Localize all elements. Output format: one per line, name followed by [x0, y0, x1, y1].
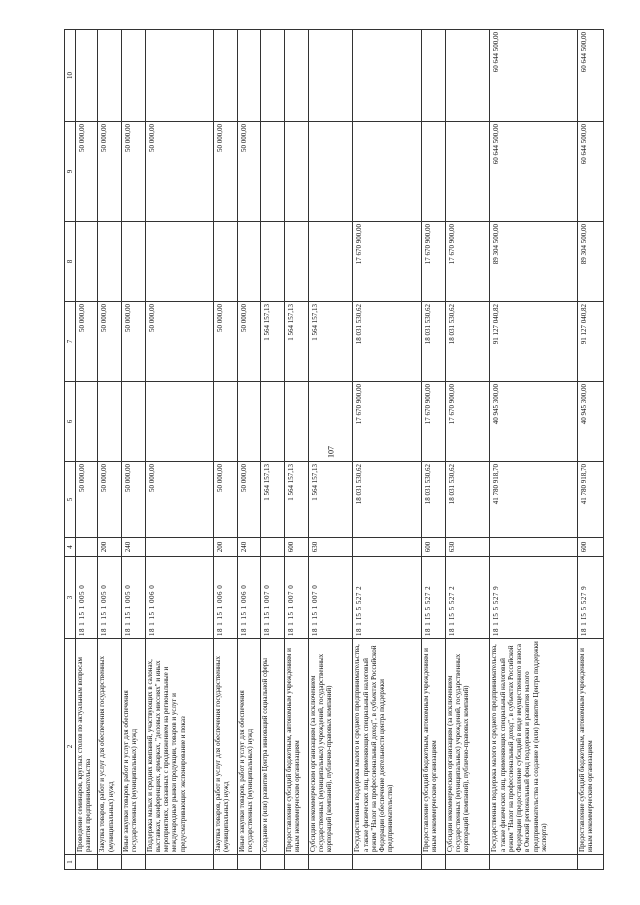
row-value-col10: [308, 30, 353, 122]
row-index-cell: [145, 855, 214, 870]
row-value-col7: 50 000,00: [98, 302, 122, 382]
row-value-col5: 41 780 918,70: [490, 462, 577, 538]
row-value-col7: 91 127 040,82: [490, 302, 577, 382]
row-code: 18 1 15 1 006 0: [214, 557, 238, 639]
row-value-col6: [145, 382, 214, 462]
row-expense-type: 600: [284, 538, 308, 557]
row-value-col9: 50 000,00: [122, 122, 146, 222]
column-header: 4: [65, 538, 76, 557]
column-header: 1: [65, 855, 76, 870]
row-index-cell: [214, 855, 238, 870]
row-value-col9: 60 644 500,00: [490, 122, 577, 222]
row-name: Предоставление субсидий бюджетным, автономным учреждениям и иным некоммерческим организациям: [284, 639, 308, 855]
row-value-col6: [122, 382, 146, 462]
row-name: Закупка товаров, работ и услуг для обеспечения государственных (муниципальных) нужд: [214, 639, 238, 855]
row-value-col6: [98, 382, 122, 462]
row-code: 18 1 15 1 007 0: [261, 557, 285, 639]
row-value-col6: [76, 382, 98, 462]
row-expense-type: [490, 538, 577, 557]
row-value-col10: [237, 30, 261, 122]
table-row: [308, 30, 353, 870]
row-value-col9: [445, 122, 490, 222]
row-index-cell: [76, 855, 98, 870]
row-expense-type: 240: [237, 538, 261, 557]
row-value-col6: 17 670 900,00: [445, 382, 490, 462]
row-index-cell: [122, 855, 146, 870]
row-index-cell: [284, 855, 308, 870]
row-expense-type: 200: [98, 538, 122, 557]
rotated-table-wrapper: [64, 30, 604, 870]
row-expense-type: [76, 538, 98, 557]
row-code: 18 1 I5 5 527 2: [445, 557, 490, 639]
row-value-col7: 50 000,00: [122, 302, 146, 382]
row-value-col7: 91 127 040,82: [577, 302, 603, 382]
table-body: [76, 30, 604, 870]
row-name: Закупка товаров, работ и услуг для обеспечения государственных (муниципальных) нужд: [98, 639, 122, 855]
row-value-col8: [98, 222, 122, 302]
row-value-col10: [284, 30, 308, 122]
row-value-col8: [122, 222, 146, 302]
row-value-col6: 17 670 900,00: [353, 382, 422, 462]
row-code: 18 1 15 1 007 0: [308, 557, 353, 639]
table-row: [122, 30, 146, 870]
row-index-cell: [490, 855, 577, 870]
row-value-col8: 17 670 900,00: [445, 222, 490, 302]
row-index-cell: [445, 855, 490, 870]
row-expense-type: 630: [445, 538, 490, 557]
row-value-col5: 18 031 530,62: [353, 462, 422, 538]
row-value-col9: 50 000,00: [214, 122, 238, 222]
row-value-col8: [76, 222, 98, 302]
page-number: 107: [326, 446, 336, 458]
row-code: 18 1 15 1 007 0: [284, 557, 308, 639]
row-expense-type: [261, 538, 285, 557]
row-value-col10: [98, 30, 122, 122]
row-value-col9: 50 000,00: [145, 122, 214, 222]
table-row: [145, 30, 214, 870]
row-value-col5: 18 031 530,62: [421, 462, 445, 538]
table-row: [98, 30, 122, 870]
row-value-col5: 41 780 918,70: [577, 462, 603, 538]
table-row: [445, 30, 490, 870]
row-name: Субсидии некоммерческим организациям (за исключением государственных (муниципальных) учреждений, государственных корпораций (компаний), публично-правовых компаний): [445, 639, 490, 855]
row-name: Проведение семинаров, круглых столов по актуальным вопросам развития предпринимательства: [76, 639, 98, 855]
row-value-col5: 50 000,00: [145, 462, 214, 538]
row-value-col5: 1 564 157,13: [261, 462, 285, 538]
row-value-col8: 89 304 500,00: [577, 222, 603, 302]
row-value-col8: 17 670 900,00: [421, 222, 445, 302]
row-value-col7: 50 000,00: [145, 302, 214, 382]
table-row: [353, 30, 422, 870]
row-value-col6: [261, 382, 285, 462]
row-code: 18 1 I5 5 527 9: [577, 557, 603, 639]
column-header: 2: [65, 639, 76, 855]
row-value-col6: 40 945 300,00: [490, 382, 577, 462]
row-value-col8: 17 670 900,00: [353, 222, 422, 302]
row-value-col7: 50 000,00: [214, 302, 238, 382]
row-code: 18 1 15 1 006 0: [145, 557, 214, 639]
column-header: 5: [65, 462, 76, 538]
row-value-col10: 60 644 500,00: [577, 30, 603, 122]
row-index-cell: [308, 855, 353, 870]
row-value-col9: [284, 122, 308, 222]
table-row: [577, 30, 603, 870]
row-value-col5: 50 000,00: [76, 462, 98, 538]
row-expense-type: 200: [214, 538, 238, 557]
column-header: 7: [65, 302, 76, 382]
row-name: Субсидии некоммерческим организациям (за исключением государственных (муниципальных) учреждений, государственных корпораций (компаний), публично-правовых компаний): [308, 639, 353, 855]
row-value-col5: 50 000,00: [214, 462, 238, 538]
row-value-col7: 18 031 530,62: [353, 302, 422, 382]
row-value-col7: 18 031 530,62: [421, 302, 445, 382]
row-expense-type: 600: [421, 538, 445, 557]
row-value-col10: [145, 30, 214, 122]
row-value-col9: [261, 122, 285, 222]
row-value-col8: [284, 222, 308, 302]
row-value-col9: 50 000,00: [98, 122, 122, 222]
row-index-cell: [421, 855, 445, 870]
row-code: 18 1 15 1 005 0: [76, 557, 98, 639]
row-value-col5: 50 000,00: [98, 462, 122, 538]
row-value-col6: [284, 382, 308, 462]
budget-table: [64, 29, 604, 870]
row-index-cell: [261, 855, 285, 870]
row-value-col10: [445, 30, 490, 122]
row-code: 18 1 I5 5 527 9: [490, 557, 577, 639]
column-header: 9: [65, 122, 76, 222]
column-header: 10: [65, 30, 76, 122]
row-value-col5: 1 564 157,13: [284, 462, 308, 538]
row-value-col8: [214, 222, 238, 302]
row-expense-type: [353, 538, 422, 557]
row-value-col7: 18 031 530,62: [445, 302, 490, 382]
row-expense-type: [145, 538, 214, 557]
row-name: Государственная поддержка малого и среднего предпринимательства, а также физических лиц, применяющих специальный налоговый режим "Налог на профессиональный доход", в субъектах Российской Федерации (обеспечение деятельности центра поддержки предпринимательства): [353, 639, 422, 855]
row-value-col8: [237, 222, 261, 302]
row-value-col7: 1 564 157,13: [284, 302, 308, 382]
row-value-col10: [261, 30, 285, 122]
row-index-cell: [98, 855, 122, 870]
row-value-col8: [261, 222, 285, 302]
row-index-cell: [577, 855, 603, 870]
row-value-col9: 50 000,00: [76, 122, 98, 222]
row-value-col9: 60 644 500,00: [577, 122, 603, 222]
column-header: 6: [65, 382, 76, 462]
row-value-col10: 60 644 500,00: [490, 30, 577, 122]
row-value-col10: [76, 30, 98, 122]
row-value-col10: [353, 30, 422, 122]
row-name: Создание и (или) развитие Центра инноваций социальной сферы: [261, 639, 285, 855]
row-value-col9: [421, 122, 445, 222]
row-value-col10: [214, 30, 238, 122]
row-value-col7: 1 564 157,13: [308, 302, 353, 382]
row-value-col5: 50 000,00: [237, 462, 261, 538]
row-value-col9: 50 000,00: [237, 122, 261, 222]
row-code: 18 1 I5 5 527 2: [353, 557, 422, 639]
row-code: 18 1 I5 5 527 2: [421, 557, 445, 639]
row-value-col7: 50 000,00: [237, 302, 261, 382]
row-value-col6: 17 670 900,00: [421, 382, 445, 462]
row-value-col5: 50 000,00: [122, 462, 146, 538]
column-header: 3: [65, 557, 76, 639]
row-value-col10: [122, 30, 146, 122]
table-row: [237, 30, 261, 870]
table-header-row: [65, 30, 76, 870]
row-value-col8: [145, 222, 214, 302]
row-value-col6: 40 945 300,00: [577, 382, 603, 462]
table-row: [490, 30, 577, 870]
column-header: 8: [65, 222, 76, 302]
row-code: 18 1 15 1 005 0: [98, 557, 122, 639]
row-expense-type: 630: [308, 538, 353, 557]
row-name: Предоставление субсидий бюджетным, автономным учреждениям и иным некоммерческим организациям: [577, 639, 603, 855]
row-code: 18 1 15 1 005 0: [122, 557, 146, 639]
row-value-col7: 1 564 157,13: [261, 302, 285, 382]
row-name: Поддержка малых и средних компаний, участвующих в салонах, выставках, конференциях, ярмарках, "деловых миссиях" и иных мероприятиях, связанных с продвижением на региональные и международные рынки продукции, товаров и услуг и предусматривающих экспонирование и показ: [145, 639, 214, 855]
row-index-cell: [237, 855, 261, 870]
table-row: [284, 30, 308, 870]
table-row: [214, 30, 238, 870]
row-expense-type: 600: [577, 538, 603, 557]
row-index-cell: [353, 855, 422, 870]
row-value-col6: [237, 382, 261, 462]
row-code: 18 1 15 1 006 0: [237, 557, 261, 639]
row-value-col9: [353, 122, 422, 222]
table-row: [261, 30, 285, 870]
row-value-col5: 18 031 530,62: [445, 462, 490, 538]
row-name: Иные закупки товаров, работ и услуг для обеспечения государственных (муниципальных) нужд: [122, 639, 146, 855]
row-expense-type: 240: [122, 538, 146, 557]
row-value-col8: 89 304 500,00: [490, 222, 577, 302]
row-value-col6: [308, 382, 353, 462]
row-name: Иные закупки товаров, работ и услуг для обеспечения государственных (муниципальных) нужд: [237, 639, 261, 855]
row-value-col10: [421, 30, 445, 122]
row-name: Государственная поддержка малого и среднего предпринимательства, а также физических лиц, применяющих специальный налоговый режим "Налог на профессиональный доход", в субъектах Российской Федерации (предоставление субсидий в виде имущественного взноса в Омский региональный фонд поддержки и развития малого предпринимательства на создание и (или) развитие Центра поддержки экспорта): [490, 639, 577, 855]
row-value-col7: 50 000,00: [76, 302, 98, 382]
table-row: [76, 30, 98, 870]
row-name: Предоставление субсидий бюджетным, автономным учреждениям и иным некоммерческим организациям: [421, 639, 445, 855]
row-value-col5: 1 564 157,13: [308, 462, 353, 538]
row-value-col6: [214, 382, 238, 462]
table-row: [421, 30, 445, 870]
row-value-col8: [308, 222, 353, 302]
row-value-col9: [308, 122, 353, 222]
